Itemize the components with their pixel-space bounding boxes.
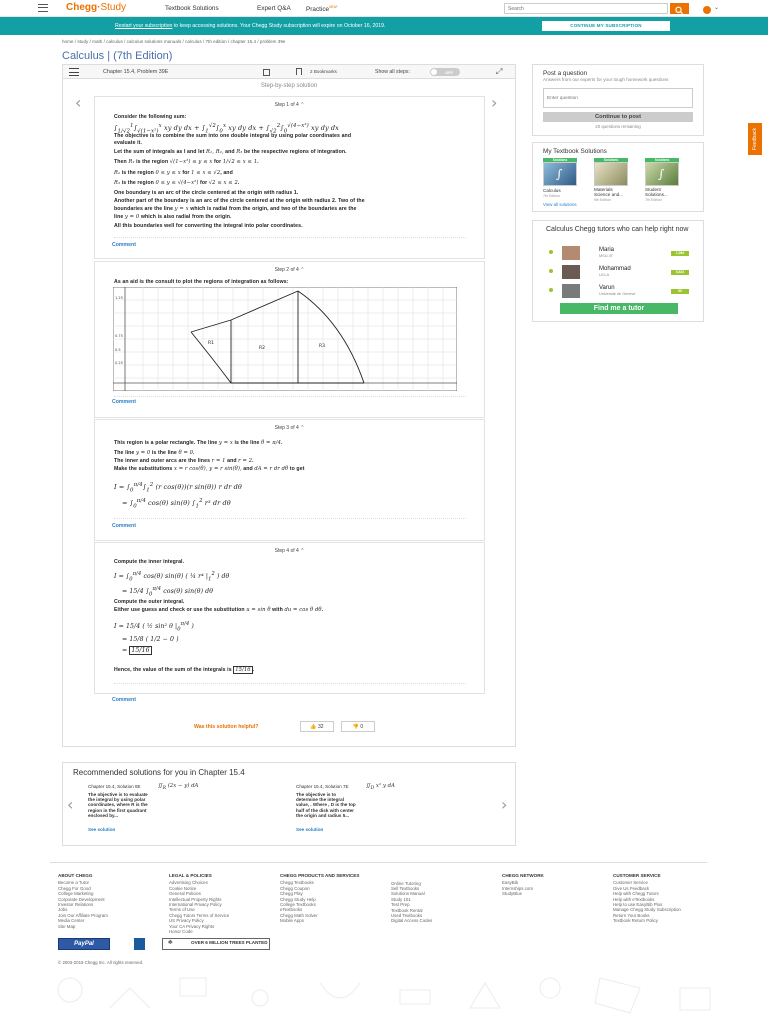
thumbs-up-icon: 👍 (310, 724, 317, 730)
region-r2-label: R2 (259, 346, 265, 351)
nav-practice-label: Practice (306, 6, 330, 14)
tutor-row[interactable] (549, 246, 699, 260)
step-4-hence: Hence, the value of the sum of the integrals is (114, 667, 232, 673)
footer-heading: LEGAL & POLICIES (169, 873, 212, 878)
search-icon (670, 5, 689, 16)
footer-link[interactable]: Sell Textbooks (391, 885, 420, 891)
feedback-label: Feedback (752, 128, 758, 150)
tutor-name: Maria (599, 247, 615, 253)
region-r1-label: R1 (208, 341, 214, 346)
step-4-header (95, 548, 484, 554)
footer-link[interactable]: Textbook Rental (391, 907, 423, 913)
footer-link[interactable]: Return Your Books (613, 912, 650, 918)
recommended-prev-arrow[interactable]: ‹ (67, 795, 74, 814)
footer-products-more (391, 881, 432, 924)
footer-link[interactable]: Study 101 (391, 896, 411, 902)
footer-link[interactable]: Chegg For Good (58, 885, 91, 891)
step-1-line-text: boundaries are the line (114, 206, 174, 212)
footer-link[interactable]: Used Textbooks (391, 912, 423, 918)
thumbs-down-count: 0 (360, 724, 364, 730)
book-name: Student Solutions... (645, 187, 668, 197)
logo-study-text: Study (100, 2, 127, 13)
region-r3-label: R3 (319, 344, 325, 349)
step-4-conclusion: Hence, the value of the sum of the integrals is 15/16 . (114, 667, 255, 673)
step-1-intro: Consider the following sum: (114, 114, 187, 120)
footer-link[interactable]: Help with eTextbooks (613, 896, 655, 902)
online-indicator (549, 250, 553, 254)
trees-planted-text: OVER 6 MILLION TREES PLANTED (191, 940, 268, 945)
step-1-radial-text: which is radial from the origin, and two of the boundaries are the (190, 206, 357, 212)
footer-link[interactable]: Investor Relations (58, 902, 94, 908)
footer-heading: CHEGG NETWORK (502, 873, 544, 878)
tutor-name: Varun (599, 285, 615, 291)
step-3-line-a: This region is a polar rectangle. The line (114, 440, 218, 446)
book-tag: Solutions (543, 158, 577, 162)
question-input[interactable] (543, 88, 693, 108)
paypal-badge (58, 938, 110, 950)
book-tag: Solutions (645, 158, 679, 162)
footer-link[interactable]: Mobile Apps (280, 918, 304, 924)
footer-link[interactable]: General Policies (169, 891, 201, 897)
tutor-row[interactable] (549, 265, 699, 279)
recommended-card-text: The objective is to evaluate the integral by using polar coordinates, where R is the region in the first quadrant enclosed by... (88, 792, 148, 818)
print-icon[interactable] (263, 69, 270, 76)
tutors-box (532, 220, 704, 322)
avatar (562, 265, 580, 279)
step-1-r1-label: is the region (136, 159, 169, 165)
show-all-toggle[interactable] (430, 68, 460, 76)
footer-link[interactable]: Test Prep (391, 902, 410, 908)
step-4-equation-3: I = 15/4 ( ½ sin² θ $|_0^{\pi/4}$ ) (114, 621, 194, 633)
footer-link[interactable]: Help to use EasyBib Plus (613, 902, 663, 908)
list-icon[interactable] (69, 68, 79, 76)
step-3-line-b: The line (114, 450, 135, 456)
step-1-label: Step 1 of 4 (274, 102, 299, 108)
step-4-equation-4: = 15/8 ( 1/2 − 0 ) (122, 636, 179, 643)
post-question-subtitle: Answers from our experts for your tough homework questions (543, 77, 669, 82)
step-3-line-y0: The line y = 0 is the line θ = 0. (114, 450, 195, 456)
avatar (562, 284, 580, 298)
feedback-tab[interactable] (748, 123, 762, 155)
step-4-with: with (272, 607, 283, 613)
step-4-label: Step 4 of 4 (274, 548, 299, 554)
book-cover: ∫ (645, 162, 679, 186)
footer-link[interactable]: Help with Chegg Tutors (613, 891, 659, 897)
footer-link[interactable]: Chegg Math Solver (280, 912, 318, 918)
footer-link[interactable]: Cookie Notice (169, 885, 197, 891)
post-question-box (532, 64, 704, 136)
step-3-equation-1: $I = \int_0^{\pi/4}\int_1^2$ (r cos(θ))(r sin(θ)) r dr dθ (114, 482, 242, 494)
my-textbook-solutions-box (532, 142, 704, 212)
footer-products (280, 873, 359, 924)
banner-text (115, 23, 385, 29)
step-1-header (95, 102, 484, 108)
tutor-rating: 5,824 (671, 270, 689, 275)
restart-subscription-link[interactable]: Restart your subscription (115, 23, 173, 29)
step-3-line-a2: is the line (234, 440, 260, 446)
footer-link[interactable]: Chegg Textbooks (280, 880, 314, 886)
step-4-equation-2: = 15/4 $\int_0^{\pi/4}$ cos(θ) sin(θ) dθ (122, 586, 214, 598)
step-3-header (95, 425, 484, 431)
recommended-card[interactable] (296, 783, 486, 843)
footer-link[interactable]: Chegg Play (280, 891, 303, 897)
step-1-boundary-1: One boundary is an arc of the circle centered at the origin with radius 1. (114, 190, 299, 196)
view-all-solutions-link[interactable]: View all solutions (543, 202, 577, 207)
step-1-r3: R₃ is the region 0 ≤ y ≤ √(4−x²) for √2 ≤ x ≤ 2. (114, 180, 240, 186)
book-edition: 9th Edition (594, 198, 611, 202)
recommended-title: Recommended solutions for you in Chapter 15.4 (73, 768, 245, 777)
page-title: Calculus | (7th Edition) (62, 50, 173, 62)
y-tick-label: 0.5 (115, 348, 121, 352)
recommended-card-integral: $∬_D$ x² y dA (366, 783, 395, 792)
step-4-comment-link[interactable]: Comment (112, 697, 136, 703)
footer-link[interactable]: Digital Access Codes (391, 918, 433, 924)
book-cover: ∫ (543, 162, 577, 186)
footer-link[interactable]: Site Map (58, 923, 76, 929)
step-4-equation-1: $I = \int_0^{\pi/4}$ cos(θ) sin(θ) ( ¼ r⁴ $|_1^2$ ) dθ (114, 571, 230, 583)
step-3-line-b2: is the line (151, 450, 177, 456)
footer-heading: ABOUT CHEGG (58, 873, 93, 878)
footer-link[interactable]: Chegg Tutors Terms of Service (169, 912, 230, 918)
breadcrumb[interactable]: home / study / math / calculus / calculus solutions manuals / calculus / 7th edition / chapter 15.4 / problem 39e (62, 39, 286, 44)
y-tick-label: 0.25 (115, 361, 123, 365)
y-tick-label: 1.25 (115, 296, 123, 300)
footer-link[interactable]: Solutions Manual (391, 891, 425, 897)
footer-link[interactable]: Media Center (58, 918, 85, 924)
tutor-row[interactable] (549, 284, 699, 298)
tutor-rating: 1,064 (671, 251, 689, 256)
tutor-rating: 50 (671, 289, 689, 294)
thumbs-down-icon: 👎 (352, 724, 360, 730)
logo-chegg-text: Chegg (66, 2, 98, 13)
previous-step-arrow[interactable]: ‹ (75, 93, 82, 112)
chevron-up-icon[interactable]: ⌃ (300, 102, 305, 108)
recommended-solutions (62, 762, 516, 846)
thumbs-up-button[interactable] (300, 721, 334, 732)
show-all-steps-label: Show all steps: (375, 69, 410, 75)
step-by-step-subtitle: Step-by-step solution (260, 83, 318, 89)
see-solution-link[interactable]: See solution (88, 827, 116, 832)
toggle-knob (431, 69, 437, 75)
book-tag: Solutions (594, 158, 628, 162)
footer-link[interactable]: Honor Code (169, 929, 193, 935)
step-1-let-text: Let the sum of integrals as I and let (114, 149, 205, 155)
next-step-arrow[interactable]: › (491, 93, 498, 112)
step-4-card (94, 542, 485, 694)
step-1-r3-label: is the region (121, 180, 154, 186)
step-4-outer: Compute the outer integral. (114, 599, 185, 605)
see-solution-link[interactable]: See solution (296, 827, 324, 832)
step-2-label: Step 2 of 4 (274, 267, 299, 273)
step-1-let: Let the sum of integrals as I and let R₁, R₂, and R₃ be the respective regions of integration. (114, 149, 347, 155)
trees-planted-badge (162, 938, 270, 950)
footer-link[interactable]: Intellectual Property Rights (169, 896, 222, 902)
thumbs-down-button[interactable] (341, 721, 375, 732)
step-1-boundary-4: line y = 0 which is also radial from the origin. (114, 214, 232, 220)
footer-link[interactable]: EasyBib (502, 880, 519, 886)
tutors-title: Calculus Chegg tutors who can help right now (546, 226, 689, 233)
footer-heading: CUSTOMER SERVICE (613, 873, 661, 878)
book-cover (594, 162, 628, 186)
chegg-logo[interactable] (66, 2, 126, 13)
recommended-next-arrow[interactable]: › (501, 795, 508, 814)
bbb-icon (134, 938, 145, 950)
step-1-comment-link[interactable]: Comment (112, 242, 136, 248)
step-4-either: Either use guess and check or use the substitution (114, 607, 245, 613)
y-tick-label: 0.75 (115, 334, 123, 338)
recommended-card-label: Chapter 15.4, Solution 8E (88, 784, 141, 789)
tutor-school: Universite de Geneve (599, 292, 636, 296)
footer-service (613, 873, 703, 924)
footer-link[interactable]: Corporate Development (58, 896, 105, 902)
footer-link[interactable]: International Privacy Policy (169, 902, 222, 908)
step-2-comment-link[interactable]: Comment (112, 399, 136, 405)
footer-about (58, 873, 108, 929)
solution-panel (62, 64, 516, 747)
step-3-label: Step 3 of 4 (274, 425, 299, 431)
step-3-card (94, 419, 485, 541)
step-1-card (94, 96, 485, 259)
step-3-polar-rectangle: This region is a polar rectangle. The line y = x is the line θ = π/4. (114, 440, 283, 446)
step-1-then: Then (114, 159, 127, 165)
step-1-line2-text: line (114, 214, 124, 220)
thumbs-up-count: 32 (318, 724, 324, 730)
search-input[interactable] (504, 3, 668, 14)
book-name: Materials Science and... (594, 187, 624, 197)
helpful-question: Was this solution helpful? (194, 724, 259, 730)
book-name: Calculus (543, 188, 561, 193)
footer-heading: CHEGG PRODUCTS AND SERVICES (280, 873, 360, 878)
recommended-card-text: The objective is to determine the integral value, . Where , D is the top half of the disk with center the origin and radius 5... (296, 792, 356, 818)
paypal-text: PayPal (74, 941, 94, 947)
logo-dot: · (97, 2, 101, 13)
footer-link[interactable]: Online Tutoring (391, 880, 421, 886)
recommended-card-label: Chapter 15.4, Solution 7E (296, 784, 349, 789)
nav-expert-qa[interactable]: Expert Q&A (257, 5, 291, 12)
expand-icon[interactable]: ⤢ (496, 67, 503, 76)
step-3-arcs: The inner and outer arcs are the lines r = 1 and r = 2. (114, 458, 254, 464)
user-avatar[interactable] (703, 6, 711, 14)
book-edition: 7th Edition (543, 194, 560, 198)
bookmarks-count[interactable]: 2 Bookmarks (310, 69, 337, 74)
online-indicator (549, 288, 553, 292)
step-1-boundary-3: boundaries are the line y = x which is radial from the origin, and two of the boundaries are the (114, 206, 357, 212)
step-4-equation-5: = 15/16 (122, 647, 150, 654)
step-3-equation-2: = $\int_0^{\pi/4}$ cos(θ) sin(θ) $\int_1^2$ r³ dr dθ (122, 498, 231, 510)
chevron-up-icon[interactable]: ⌃ (300, 548, 305, 554)
footer-link[interactable]: College Marketing (58, 891, 94, 897)
tutor-school: UCLA (599, 273, 610, 277)
step-3-arcs-text: The inner and outer arcs are the lines (114, 458, 211, 464)
step-2-intro: As an aid is the consult to plot the regions of integration as follows: (114, 279, 289, 285)
footer-link[interactable]: Chegg Coupon (280, 885, 310, 891)
footer-divider (50, 862, 707, 863)
footer-link[interactable]: Chegg Study Help (280, 896, 316, 902)
chevron-up-icon[interactable]: ⌃ (300, 425, 305, 431)
footer-link[interactable]: Advertising Choices (169, 880, 208, 886)
step-3-and: and (227, 458, 237, 464)
footer-link[interactable]: Become a Tutor (58, 880, 89, 886)
nav-practice[interactable] (306, 5, 337, 13)
new-badge: NEW! (329, 5, 338, 9)
footer-link[interactable]: Customer Service (613, 880, 648, 886)
step-1-r1: Then R₁ is the region √(1−x²) ≤ y ≤ x for 1/√2 ≤ x ≤ 1. (114, 159, 259, 165)
online-indicator (549, 269, 553, 273)
book-edition: 7th Edition (645, 198, 662, 202)
footer-link[interactable]: Manage Chegg Study Subscription (613, 907, 681, 913)
footer-link[interactable]: eTextbooks (280, 907, 303, 913)
footer-link[interactable]: Jobs (58, 907, 68, 913)
find-tutor-button[interactable]: Find me a tutor (560, 303, 678, 314)
footer-link[interactable]: College Textbooks (280, 902, 316, 908)
footer-link[interactable]: Internships.com (502, 885, 533, 891)
step-2-divider (114, 396, 466, 397)
my-solutions-title: My Textbook Solutions (543, 148, 607, 155)
regions-of-integration-graph (113, 287, 457, 391)
nav-textbook-solutions[interactable]: Textbook Solutions (165, 5, 219, 12)
tutor-school: MSU-IIT (599, 254, 614, 258)
step-1-integral-sum: $\int_{1/√2}^1\int_{√(1-x^2)}^x$ xy dy dx + $\int_1^{√2}\int_0^x$ xy dy dx + $\int_{√2}^2\int_0^{√(4-x^2)}$ xy dy dx (114, 123, 339, 135)
copyright: © 2003-2019 Chegg Inc. All rights reserved. (58, 960, 144, 965)
problem-selector[interactable]: Chapter 15.4, Problem 39E (103, 69, 169, 75)
step-1-conclusion: All this boundaries well for converting the integral into polar coordinates. (114, 223, 303, 229)
bookmark-icon[interactable] (296, 68, 302, 75)
subscription-banner (0, 17, 768, 35)
post-question-title: Post a question (543, 70, 588, 77)
step-3-substitutions: Make the substitutions x = r cos(θ), y = r sin(θ), and dA = r dr dθ to get (114, 466, 305, 472)
footer-link[interactable]: US Privacy Policy (169, 918, 204, 924)
step-1-boundary-2: Another part of the boundary is an arc of the circle centered at the origin with radius 2. Two of the (114, 198, 365, 204)
step-2-card (94, 261, 485, 418)
questions-remaining: 20 questions remaining (595, 124, 641, 129)
recommended-card[interactable] (88, 783, 278, 843)
step-3-comment-link[interactable]: Comment (112, 523, 136, 529)
top-navigation-bar (0, 0, 768, 17)
chevron-up-icon[interactable]: ⌃ (300, 267, 305, 273)
banner-message: to keep accessing solutions. Your Chegg Study subscription will expire on October 16, 2019. (172, 23, 386, 29)
tutor-name: Mohammad (599, 266, 631, 272)
solution-toolbar (63, 65, 515, 79)
footer-link[interactable]: Join Our Affiliate Program (58, 912, 108, 918)
footer-network (502, 873, 544, 897)
footer-legal (169, 873, 229, 934)
step-4-divider (114, 683, 466, 684)
toggle-state: OFF (445, 69, 453, 75)
final-answer: 15/16 (235, 667, 251, 673)
step-3-make-text: Make the substitutions (114, 466, 173, 472)
chevron-down-icon[interactable]: ⌄ (714, 5, 720, 11)
step-3-divider (114, 518, 466, 519)
step-1-r2-label: is the region (121, 170, 154, 176)
avatar (562, 246, 580, 260)
recommended-card-integral: $∬_R$ (2x − y) dA (158, 783, 199, 792)
search-button[interactable] (670, 3, 689, 14)
footer-link[interactable]: Textbook Return Policy (613, 918, 658, 924)
tree-icon: ♣ (168, 939, 173, 946)
decorative-doodles (0, 968, 768, 1024)
footer-link[interactable]: Give Us Feedback (613, 885, 650, 891)
step-4-inner: Compute the inner integral. (114, 559, 185, 565)
step-1-objective: The objective is to combine the sum into one double integral by using polar coordinates and (114, 133, 352, 139)
footer-link[interactable]: Terms of Use (169, 907, 195, 913)
step-4-substitution: Either use guess and check or use the substitution u = sin θ with du = cos θ dθ. (114, 607, 324, 613)
step-1-let-text-b: be the respective regions of integration. (243, 149, 347, 155)
step-1-divider (114, 237, 466, 238)
step-1-objective-cont: evaluate it. (114, 140, 143, 146)
continue-to-post-button[interactable]: Continue to post (543, 112, 693, 122)
continue-subscription-button[interactable]: CONTINUE MY SUBSCRIPTION (542, 21, 670, 31)
footer-link[interactable]: StudyBlue (502, 891, 523, 897)
step-1-radial2-text: which is also radial from the origin. (140, 214, 232, 220)
step-2-header (95, 267, 484, 273)
hamburger-menu-icon[interactable] (38, 4, 48, 12)
step-3-toget: to get (289, 466, 305, 472)
step-1-r2: R₂ is the region 0 ≤ y ≤ x for 1 ≤ x ≤ √2, and (114, 170, 233, 176)
footer-link[interactable]: Your CA Privacy Rights (169, 923, 215, 929)
